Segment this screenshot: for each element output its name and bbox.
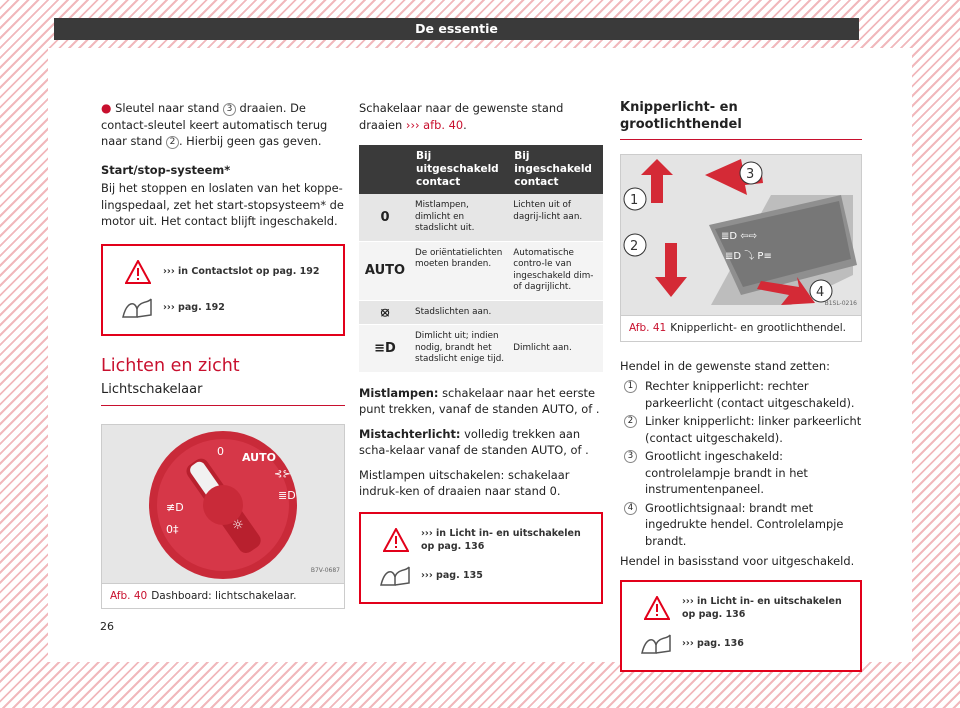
figure-light-switch	[101, 424, 345, 610]
position-icon: ⦻	[359, 300, 411, 325]
list-item: 3 Grootlicht ingeschakeld: controlelampje brandt in het instrumentenpaneel.	[638, 448, 862, 498]
table-row: AUTO De oriëntatielichten moeten branden. Automatische contro-le van ingeschakeld dim- of dagrijlicht.	[359, 241, 603, 300]
list-item: 2 Linker knipperlicht: linker parkeerlicht (contact uitgeschakeld).	[638, 413, 862, 446]
svg-text:≣D ⤵ P≡: ≣D ⤵ P≡	[725, 251, 772, 262]
switch-positions-table	[359, 145, 603, 373]
light-switch-image	[102, 425, 344, 583]
note-ref[interactable]: ››› pag. 192	[163, 302, 225, 313]
number-badge: 3	[223, 103, 236, 116]
figure-code: B1SL-0216	[824, 299, 857, 307]
column-right	[620, 100, 862, 672]
section-title: Lichten en zicht	[101, 355, 240, 376]
callout-1: 1	[630, 193, 639, 208]
paragraph-outro: Hendel in basisstand voor uitgeschakeld.	[620, 554, 855, 568]
paragraph-start-stop: Bij het stoppen en loslaten van het koppe-lingspedaal, zet het start-stopsysteem* de motor uit. Het contact blijft ingeschakeld.	[101, 181, 344, 228]
paragraph-mist: Mistlampen: schakelaar naar het eerste punt trekken, vanaf de standen AUTO, of .	[359, 385, 600, 416]
svg-text:0: 0	[217, 444, 224, 458]
svg-text:≣D ⇦⇨: ≣D ⇦⇨	[721, 231, 758, 242]
figure-turn-signal-lever	[620, 154, 862, 342]
col-header-on: Bij ingeschakeld contact	[509, 145, 603, 194]
svg-text:≣D: ≣D	[278, 488, 296, 502]
subsection-title: Knipperlicht- en grootlichthendel	[620, 100, 862, 140]
page-number: 26	[100, 620, 114, 633]
warning-ref[interactable]: ››› in Contactslot op pag. 192	[163, 266, 320, 277]
note-ref[interactable]: ››› pag. 135	[421, 570, 483, 581]
lever-positions-list	[620, 378, 862, 549]
list-item: 1 Rechter knipperlicht: rechter parkeerlicht (contact uitgeschakeld).	[638, 378, 862, 411]
table-row: ⦻ Stadslichten aan.	[359, 300, 603, 325]
table-row: 0 Mistlampen, dimlicht en stadslicht uit. Lichten uit of dagrij-licht aan.	[359, 194, 603, 241]
paragraph-intro: Hendel in de gewenste stand zetten:	[620, 358, 830, 373]
lever-image	[621, 155, 861, 315]
column-left	[101, 100, 345, 609]
svg-text:AUTO: AUTO	[242, 450, 276, 464]
paragraph-intro: Schakelaar naar de gewenste stand draaien ››› afb. 40.	[359, 101, 564, 132]
svg-text:0‡: 0‡	[166, 522, 179, 536]
subsection-title: Lichtschakelaar	[101, 382, 345, 406]
svg-text:≢D: ≢D	[166, 500, 184, 514]
warning-icon	[371, 528, 421, 552]
table-row: ≡D Dimlicht uit; indien nodig, brandt het stadslicht enige tijd. Dimlicht aan.	[359, 325, 603, 373]
callout-4: 4	[816, 285, 825, 300]
svg-text:☼: ☼	[232, 517, 244, 533]
figure-caption: Afb. 41 Knipperlicht- en grootlichthendel.	[621, 315, 861, 341]
warning-ref[interactable]: ››› in Licht in- en uitschakelen op pag. 136	[421, 527, 581, 552]
number-badge: 2	[166, 136, 179, 149]
bullet-icon: ●	[101, 101, 112, 115]
note-icon	[632, 633, 682, 655]
page-header: De essentie	[54, 18, 859, 40]
warning-box	[101, 244, 345, 336]
paragraph-rear-mist: Mistachterlicht: volledig trekken aan scha-kelaar vanaf de standen AUTO, of .	[359, 426, 589, 457]
callout-2: 2	[630, 239, 639, 254]
svg-text:⊰⊱: ⊰⊱	[274, 468, 291, 480]
warning-icon	[113, 260, 163, 284]
position-icon: AUTO	[359, 241, 411, 300]
list-item: 4 Grootlichtsignaal: brandt met ingedrukte hendel. Controlelampje brandt.	[638, 500, 862, 550]
paragraph-key: ● Sleutel naar stand 3 draaien. De contact-sleutel keert automatisch terug naar stand 2 . Hierbij geen gas geven.	[101, 101, 328, 148]
note-icon	[371, 565, 421, 587]
column-middle	[359, 100, 603, 604]
paragraph-mist-off: Mistlampen uitschakelen: schakelaar indruk-ken of draaien naar stand 0.	[359, 467, 570, 498]
figure-caption: Afb. 40 Dashboard: lichtschakelaar.	[102, 583, 344, 609]
warning-box	[359, 512, 603, 604]
heading-start-stop: Start/stop-systeem*	[101, 162, 231, 177]
warning-icon	[632, 596, 682, 620]
figure-ref-link[interactable]: ››› afb. 40	[405, 117, 464, 132]
warning-ref[interactable]: ››› in Licht in- en uitschakelen op pag. 136	[682, 595, 842, 620]
callout-3: 3	[746, 167, 755, 182]
note-ref[interactable]: ››› pag. 136	[682, 638, 744, 649]
note-icon	[113, 297, 163, 319]
figure-code: B7V-0687	[310, 567, 340, 574]
col-header-off: Bij uitgeschakeld contact	[411, 145, 509, 194]
position-icon: 0	[359, 194, 411, 241]
position-icon: ≡D	[359, 325, 411, 373]
warning-box	[620, 580, 862, 672]
